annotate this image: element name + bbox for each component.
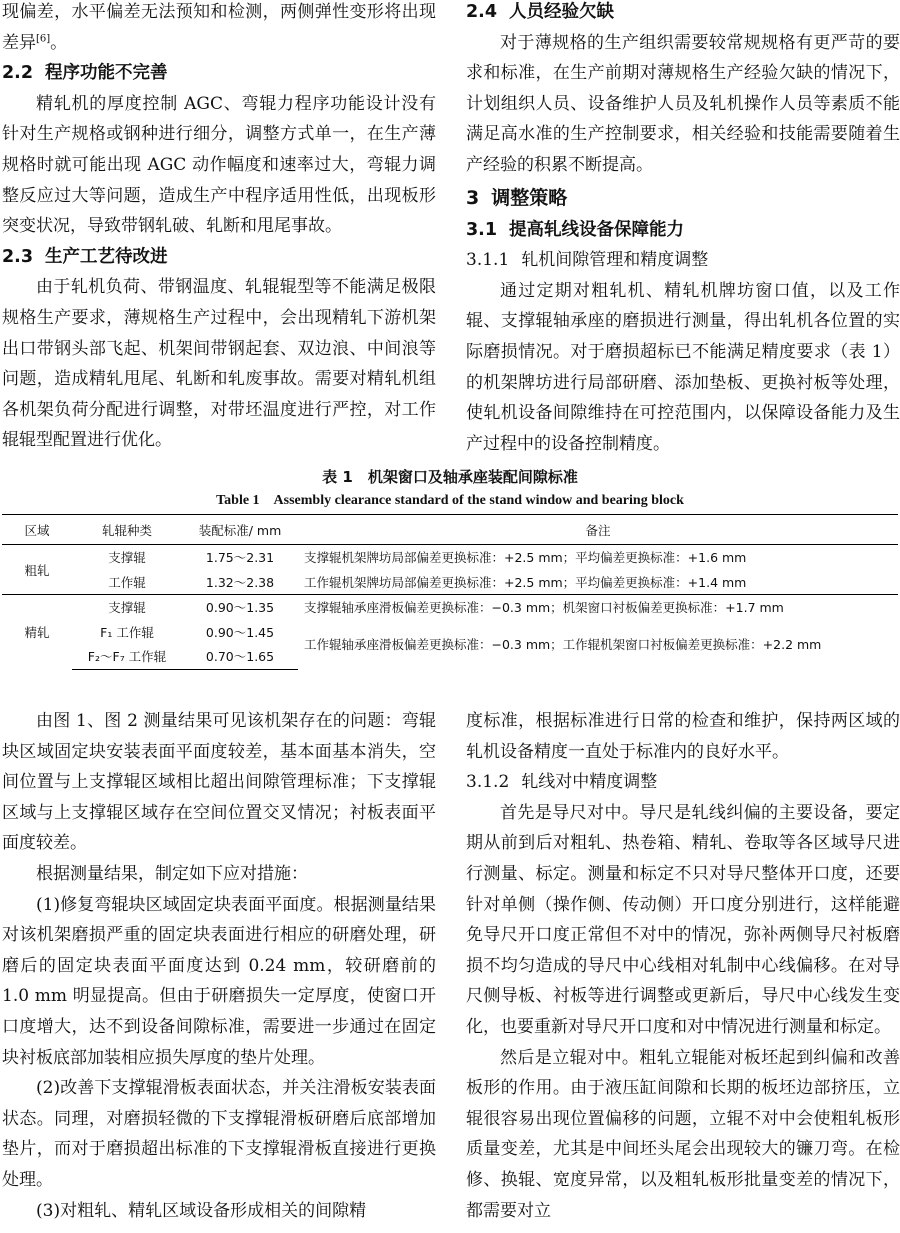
paragraph: 精轧机的厚度控制 AGC、弯辊力程序功能设计没有针对生产规格或钢种进行细分，调整方式单一，在生产薄规格时就可能出现 AGC 动作幅度和速率过大，弯辊力调整反应过大等问题，造成生产中程序适用性低，出现板形突变状况，导致带钢轧破、轧断和甩尾事故。	[2, 93, 436, 237]
paragraph: 通过定期对粗轧机、精轧机牌坊窗口值，以及工作辊、支撑辊轴承座的磨损进行测量，得出轧机各位置的实际磨损情况。对于磨损超标已不能满足精度要求（表 1）的机架牌坊进行局部研磨、添加垫板、更换衬板等处理，使轧机设备间隙维持在可控范围内，以保障设备能力及生产过程中的设备控制精度。	[466, 280, 900, 454]
region-cell: 精轧	[2, 595, 72, 670]
table-row	[2, 570, 898, 595]
paragraph: (3)对粗轧、精轧区域设备形成相关的间隙精	[36, 1200, 367, 1221]
std-cell: 0.70～1.65	[182, 644, 298, 669]
header-roll-type: 轧辊种类	[72, 515, 182, 545]
note-cell: 工作辊轴承座滑板偏差更换标准：−0.3 mm；工作辊机架窗口衬板偏差更换标准：+2.2 mm	[304, 637, 822, 653]
region-cell: 粗轧	[24, 562, 50, 578]
note-cell: 支撑辊机架牌坊局部偏差更换标准：+2.5 mm；平均偏差更换标准：+1.6 mm	[304, 550, 747, 566]
left-column-top	[2, 0, 436, 456]
paragraph: (2)改善下支撑辊滑板表面状态，并关注滑板安装表面状态。同理，对磨损轻微的下支撑辊滑板研磨后底部增加垫片，而对于磨损超出标准的下支撑辊滑板直接进行更换处理。	[2, 1078, 436, 1190]
roll-cell: 工作辊	[108, 574, 146, 590]
right-column-top	[466, 0, 900, 459]
section-heading-2-2: 2.2 程序功能不完善	[2, 63, 168, 84]
paragraph: 度标准，根据标准进行日常的检查和维护，保持两区域的轧机设备精度一直处于标准内的良好水平。	[466, 711, 900, 762]
paragraph: 现偏差，水平偏差无法预知和检测，两侧弹性变形将出现差异[6]。	[2, 2, 436, 53]
paragraph: 根据测量结果，制定如下应对措施：	[36, 863, 308, 884]
section-heading-2-3: 2.3 生产工艺待改进	[2, 246, 168, 267]
table-header-row	[2, 515, 898, 545]
table-row	[2, 595, 898, 620]
header-region: 区域	[2, 515, 72, 545]
table-row	[2, 545, 898, 570]
section-heading-3-1-2: 3.1.2 轧线对中精度调整	[466, 772, 658, 793]
section-heading-3-1-1: 3.1.1 轧机间隙管理和精度调整	[466, 250, 709, 271]
right-column-bottom	[466, 706, 900, 1226]
paragraph: 由于轧机负荷、带钢温度、轧辊辊型等不能满足极限规格生产要求，薄规格生产过程中，会出现精轧下游机架出口带钢头部飞起、机架间带钢起套、双边浪、中间浪等问题，造成精轧甩尾、轧断和轧废事故。需要对精轧机组各机架负荷分配进行调整，对带坯温度进行严控，对工作辊辊型配置进行优化。	[2, 277, 436, 451]
paragraph: (1)修复弯辊块区域固定块表面平面度。根据测量结果对该机架磨损严重的固定块表面进行相应的研磨处理，研磨后的固定块表面平面度达到 0.24 mm，较研磨前的 1.0 mm 明显提高。但由于研磨损失一定厚度，使窗口开口度增大，达不到设备间隙标准，需要进一步通过在固定块衬板底部加装相应损失厚度的垫片处理。	[2, 894, 436, 1068]
header-standard: 装配标准/ mm	[182, 515, 298, 545]
std-cell: 1.32～2.38	[205, 574, 275, 590]
note-cell: 支撑辊轴承座滑板偏差更换标准：−0.3 mm；机架窗口衬板偏差更换标准：+1.7 mm	[298, 595, 898, 620]
section-heading-3-1: 3.1 提高轧线设备保障能力	[466, 219, 685, 240]
section-heading-3: 3 调整策略	[466, 186, 568, 209]
left-column-bottom	[2, 706, 436, 1226]
paragraph: 对于薄规格的生产组织需要较常规规格有更严苛的要求和标准，在生产前期对薄规格生产经验欠缺的情况下，计划组织人员、设备维护人员及轧机操作人员等素质不能满足高水准的生产控制要求，相关经验和技能需要随着生产经验的积累不断提高。	[466, 32, 900, 175]
roll-cell: 支撑辊	[72, 595, 182, 620]
std-cell: 0.90～1.35	[182, 595, 298, 620]
std-cell: 1.75～2.31	[205, 550, 275, 566]
table-caption-en: Table 1 Assembly clearance standard of the stand window and bearing block	[216, 493, 684, 508]
roll-cell: F₁ 工作辊	[100, 624, 154, 640]
citation: [6]	[36, 32, 51, 44]
section-heading-2-4: 2.4 人员经验欠缺	[466, 2, 615, 22]
std-cell: 0.90～1.45	[205, 624, 275, 640]
header-note: 备注	[298, 515, 898, 545]
table-row	[2, 620, 898, 645]
roll-cell: F₂～F₇ 工作辊	[72, 644, 182, 669]
paragraph: 然后是立辊对中。粗轧立辊能对板坯起到纠偏和改善板形的作用。由于液压缸间隙和长期的板坯边部挤压，立辊很容易出现位置偏移的问题，立辊不对中会使粗轧板形质量变差，尤其是中间坯头尾会出现较大的镰刀弯。在检修、换辊、宽度异常，以及粗轧板形批量变差的情况下，都需要对立	[466, 1047, 900, 1221]
paragraph: 由图 1、图 2 测量结果可见该机架存在的问题：弯辊块区域固定块安装表面平面度较差，基本面基本消失，空间位置与上支撑辊区域相比超出间隙管理标准；下支撑辊区域与上支撑辊区域存在空间位置交叉情况；衬板表面平面度较差。	[2, 711, 436, 854]
table-1	[0, 466, 900, 670]
note-cell: 工作辊机架牌坊局部偏差更换标准：+2.5 mm；平均偏差更换标准：+1.4 mm	[304, 574, 747, 590]
clearance-table	[2, 514, 898, 670]
paragraph: 首先是导尺对中。导尺是轧线纠偏的主要设备，要定期从前到后对粗轧、热卷箱、精轧、卷取等各区域导尺进行测量、标定。测量和标定不只对导尺整体开口度，还要针对单侧（操作侧、传动侧）开口度分别进行，这样能避免导尺开口度正常但不对中的情况，弥补两侧导尺衬板磨损不均匀造成的导尺中心线相对轧制中心线偏移。在对导尺侧导板、衬板等进行调整或更新后，导尺中心线发生变化，也要重新对导尺开口度和对中情况进行测量和标定。	[466, 802, 900, 1037]
table-caption-cn: 表 1 机架窗口及轴承座装配间隙标准	[322, 468, 578, 486]
roll-cell: 支撑辊	[108, 550, 146, 566]
